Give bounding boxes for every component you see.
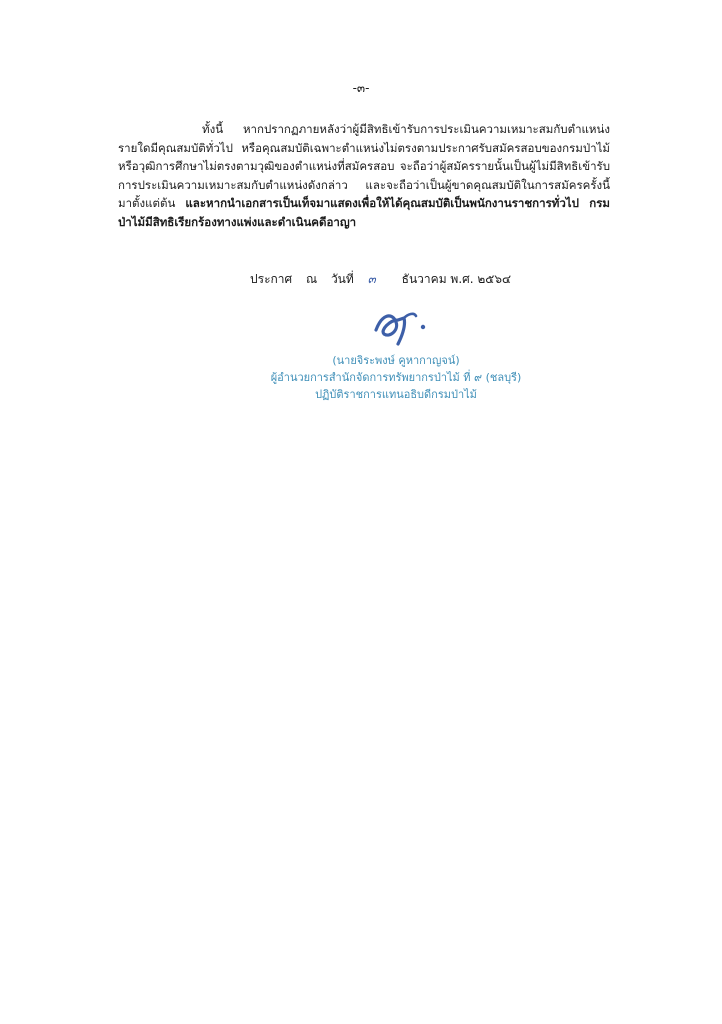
announcement-date-line xyxy=(250,270,630,288)
signature-stroke-main xyxy=(376,316,405,344)
announcement-day-label: วันที่ xyxy=(330,272,354,286)
paragraph-bold-text: และหากนำเอกสารเป็นเท็จมาแสดงเพื่อให้ได้คุณสมบัติเป็นพนักงานราชการทั่วไป กรมป่าไม้มีสิทธิเรียกร้องทางแพ่งและดำเนินคดีอาญา xyxy=(118,196,610,229)
signature-stroke-tail xyxy=(404,314,416,318)
page-number: -๓- xyxy=(352,81,370,95)
paragraph-normal-text: ทั้งนี้ หากปรากฏภายหลังว่าผู้มีสิทธิเข้ารับการประเมินความเหมาะสมกับตำแหน่ง รายใดมีคุณสมบัติทั่วไป หรือคุณสมบัติเฉพาะตำแหน่งไม่ตรงตามประกาศรับสมัครสอบของกรมป่าไม้ หรือวุฒิการศึกษาไม่ตรงตามวุฒิของตำแหน่งที่สมัครสอบ จะถือว่าผู้สมัครรายนั้นเป็นผู้ไม่มีสิทธิเข้ารับการประเมินความเหมาะสมกับตำแหน่งดังกล่าว และจะถือว่าเป็นผู้ขาดคุณสมบัติในการสมัครครั้งนี้มาตั้งแต่ต้น xyxy=(118,122,610,210)
signature-dot xyxy=(421,325,425,329)
announcement-label: ประกาศ xyxy=(250,272,293,286)
official-stamp xyxy=(270,352,522,403)
announcement-month-year: ธันวาคม พ.ศ. ๒๕๖๔ xyxy=(401,272,512,286)
announcement-day: ๓ xyxy=(367,272,376,286)
announcement-at: ณ xyxy=(305,272,318,286)
stamp-position-line2: ปฏิบัติราชการแทนอธิบดีกรมป่าไม้ xyxy=(315,388,477,401)
stamp-position-line1: ผู้อำนวยการสำนักจัดการทรัพยากรป่าไม้ ที่ ๙ (ชลบุรี) xyxy=(270,371,522,384)
announcement-paragraph xyxy=(118,120,610,231)
stamp-name: (นายจิระพงษ์ คูหากาญจน์) xyxy=(332,354,460,367)
signature-mark xyxy=(368,300,438,346)
